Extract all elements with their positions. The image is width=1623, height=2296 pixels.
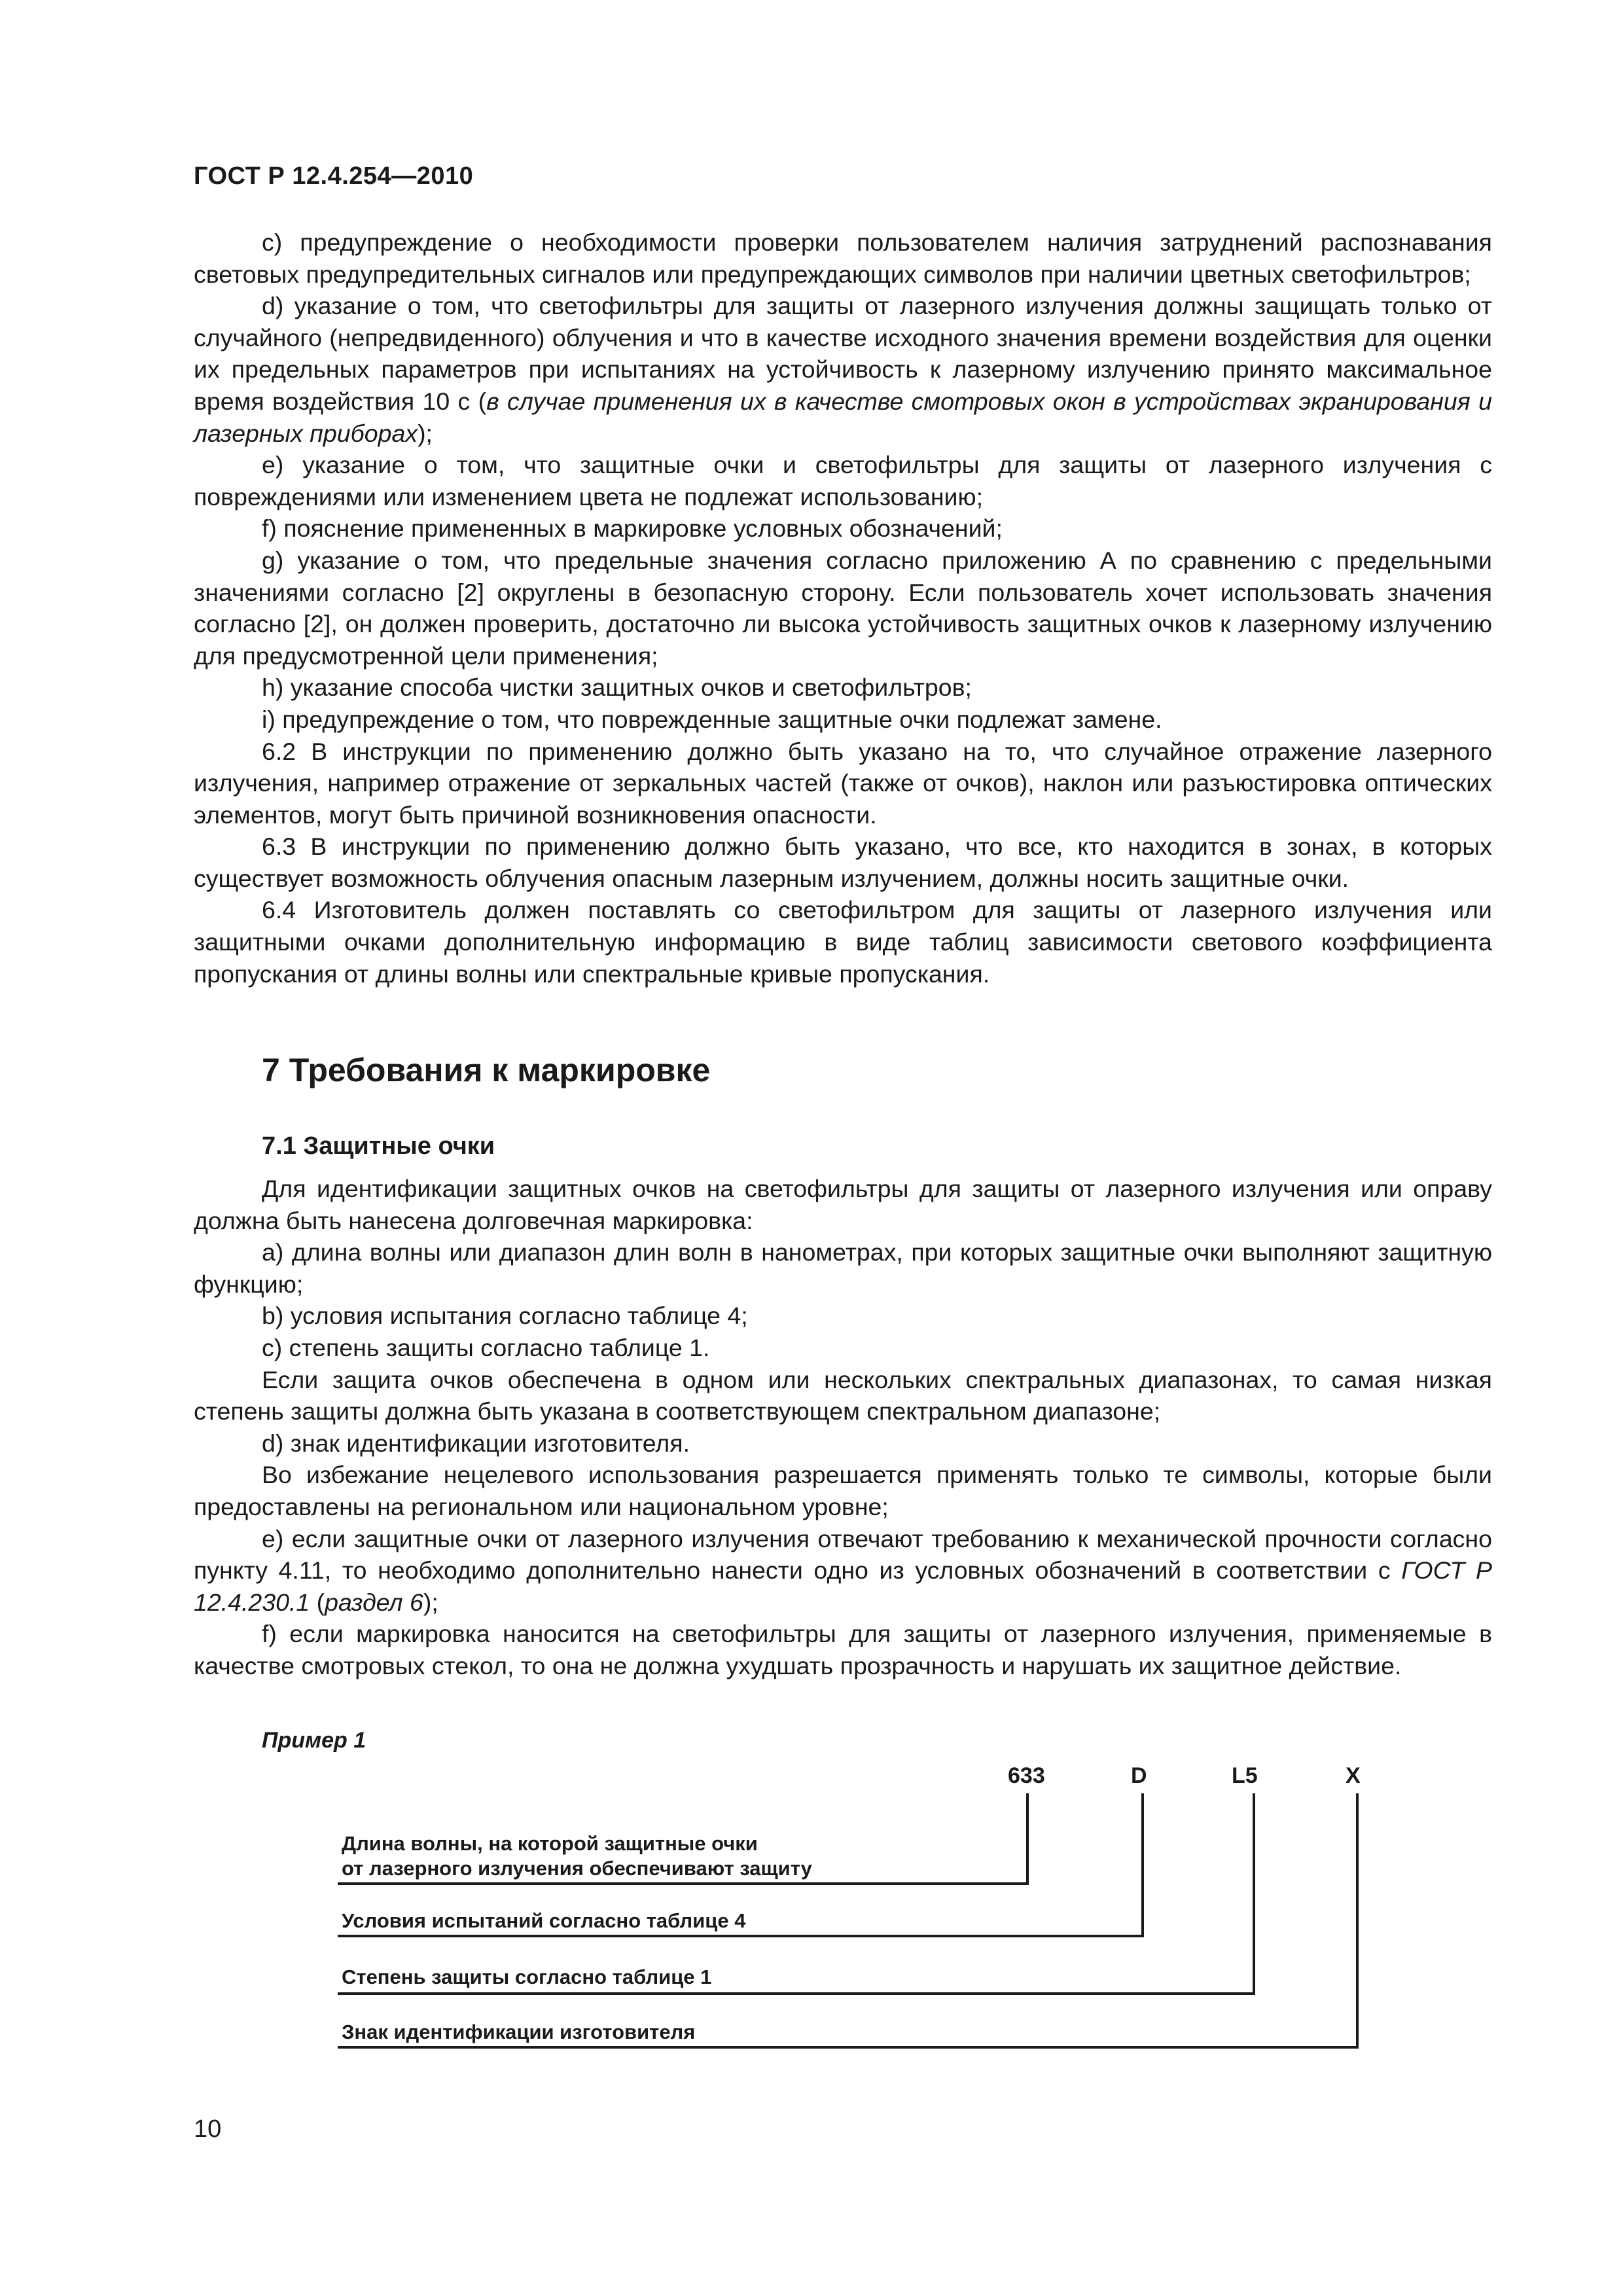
paragraph-6-3: 6.3 В инструкции по применению должно быть указано, что все, кто находится в зонах, в которых существует возможность облучения опасным лазерным излучением, должны носить защитные очки. — [194, 833, 1492, 892]
connector-manufacturer — [1356, 1793, 1359, 2047]
underline-test-condition — [338, 1935, 1144, 1937]
paragraph-note-symbols: Во избежание нецелевого использования разрешается применять только те символы, которые были предоставлены на региональном или национальном уровне; — [194, 1461, 1492, 1520]
label-wavelength-line1: Длина волны, на которой защитные очки — [342, 1832, 758, 1855]
list-item-f: f) пояснение примененных в маркировке условных обозначений; — [262, 514, 1003, 543]
connector-test-condition — [1141, 1793, 1144, 1936]
list-item-d2: d) знак идентификации изготовителя. — [262, 1429, 690, 1457]
list-item-a: a) длина волны или диапазон длин волн в нанометрах, при которых защитные очки выполняют защитную функцию; — [194, 1238, 1492, 1298]
list-item-b: b) условия испытания согласно таблице 4; — [262, 1302, 748, 1330]
body-text-top — [194, 226, 1492, 990]
list-item-h: h) указание способа чистки защитных очков и светофильтров; — [262, 673, 972, 702]
body-text-bottom — [194, 1173, 1492, 1682]
list-item-c: c) предупреждение о необходимости проверки пользователем наличия затруднений распознавания световых предупредительных сигналов или предупреждающих символов при наличии цветных светофильтров; — [194, 228, 1492, 288]
section-title: 7 Требования к маркировке — [262, 1052, 711, 1088]
page-number: 10 — [194, 2115, 222, 2143]
code-test-condition: D — [1131, 1763, 1147, 1788]
subsection-title: 7.1 Защитные очки — [262, 1132, 495, 1160]
code-manufacturer: X — [1346, 1763, 1361, 1788]
label-protection-level: Степень защиты согласно таблице 1 — [342, 1965, 712, 1988]
underline-wavelength — [338, 1882, 1029, 1885]
document-header: ГОСТ Р 12.4.254—2010 — [194, 162, 474, 190]
list-item-e2: e) если защитные очки от лазерного излучения отвечают требованию к механической прочности согласно пункту 4.11, то необходимо дополнительно нанести одно из условных обозначений в соответствии с ГОСТ Р 12.4.230.1 (раздел 6); — [194, 1524, 1492, 1616]
label-wavelength-line2: от лазерного излучения обеспечивают защиту — [342, 1857, 812, 1880]
label-manufacturer: Знак идентификации изготовителя — [342, 2020, 696, 2043]
code-protection-level: L5 — [1232, 1763, 1258, 1788]
underline-protection-level — [338, 1992, 1255, 1995]
list-item-i: i) предупреждение о том, что поврежденные защитные очки подлежат замене. — [262, 705, 1162, 733]
connector-wavelength — [1026, 1793, 1029, 1884]
list-item-f2: f) если маркировка наносится на светофильтры для защиты от лазерного излучения, применяемые в качестве смотровых стекол, то она не должна ухудшать прозрачность и нарушать их защитное действие. — [194, 1620, 1492, 1679]
list-item-e: e) указание о том, что защитные очки и светофильтры для защиты от лазерного излучения с повреждениями или изменением цвета не подлежат использованию; — [194, 451, 1492, 511]
paragraph-note-spectral: Если защита очков обеспечена в одном или нескольких спектральных диапазонах, то самая низкая степень защиты должна быть указана в соответствующем спектральном диапазоне; — [194, 1365, 1492, 1426]
connector-protection-level — [1253, 1793, 1255, 1994]
underline-manufacturer — [338, 2046, 1359, 2049]
list-item-c2: c) степень защиты согласно таблице 1. — [262, 1333, 710, 1361]
paragraph-intro: Для идентификации защитных очков на светофильтры для защиты от лазерного излучения или оправу должна быть нанесена долговечная маркировка: — [194, 1175, 1492, 1234]
example-title: Пример 1 — [262, 1728, 366, 1753]
list-item-g: g) указание о том, что предельные значения согласно приложению А по сравнению с предельными значениями согласно [2] округлены в безопасную сторону. Если пользователь хочет использовать значения согласно [2], он должен проверить, достаточно ли высока устойчивость защитных очков к лазерному излучению для предусмотренной цели применения; — [194, 546, 1492, 670]
paragraph-6-2: 6.2 В инструкции по применению должно быть указано на то, что случайное отражение лазерного излучения, например отражение от зеркальных частей (также от очков), наклон или разъюстировка оптических элементов, могут быть причиной возникновения опасности. — [194, 737, 1492, 829]
list-item-d: d) указание о том, что светофильтры для защиты от лазерного излучения должны защищать только от случайного (непредвиденного) облучения и что в качестве исходного значения времени воздействия для оценки их предельных параметров при испытаниях на устойчивость к лазерному излучению принято максимальное время воздействия 10 с (в случае применения их в качестве смотровых окон в устройствах экранирования и лазерных приборах); — [194, 292, 1492, 447]
label-test-condition: Условия испытаний согласно таблице 4 — [342, 1909, 746, 1932]
code-wavelength: 633 — [1008, 1763, 1045, 1788]
paragraph-6-4: 6.4 Изготовитель должен поставлять со светофильтром для защиты от лазерного излучения или защитными очками дополнительную информацию в виде таблиц зависимости светового коэффициента пропускания от длины волны или спектральные кривые пропускания. — [194, 896, 1492, 988]
